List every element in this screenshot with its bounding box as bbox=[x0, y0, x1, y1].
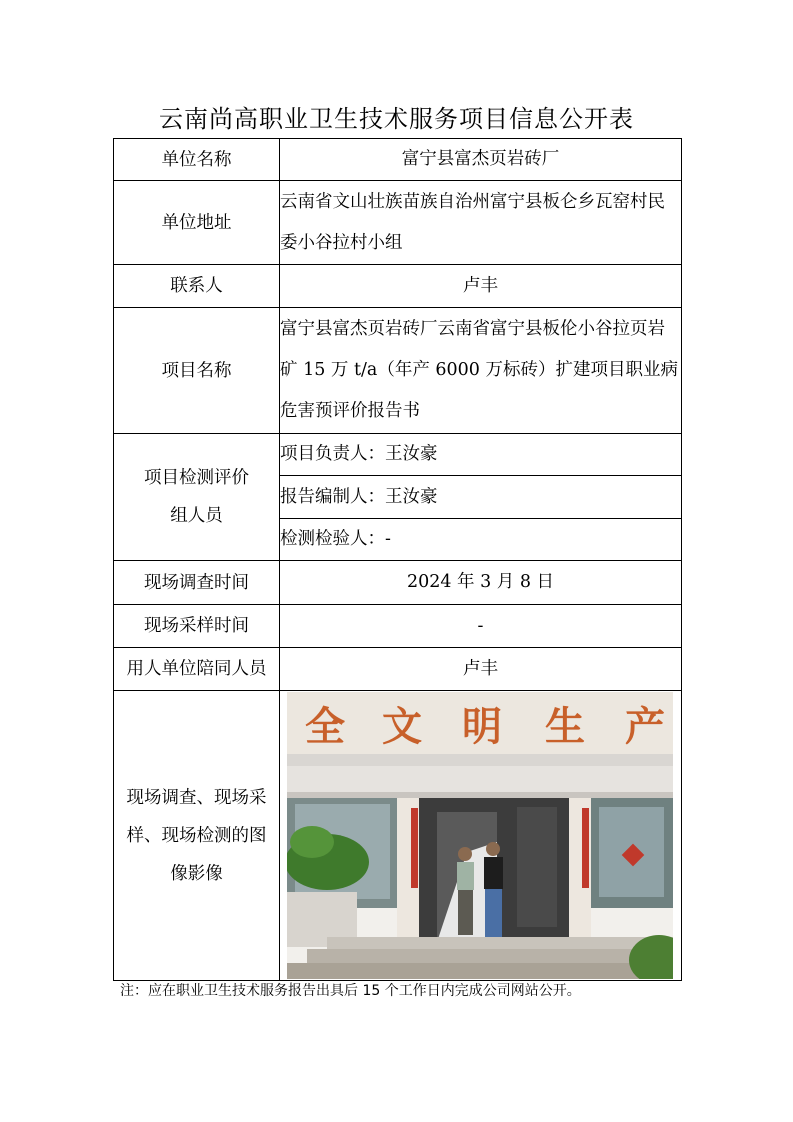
value-project-name bbox=[280, 308, 682, 434]
label-contact: 联系人 bbox=[114, 265, 280, 308]
label-survey-time: 现场调查时间 bbox=[114, 561, 280, 605]
value-team-writer: 报告编制人：王汝豪 bbox=[280, 476, 682, 519]
sign-char-4: 生 bbox=[545, 703, 585, 750]
step-3 bbox=[287, 963, 673, 979]
images-label-line-2: 样、现场检测的图 bbox=[126, 825, 267, 846]
project-line-3: 危害预评价报告书 bbox=[280, 401, 420, 421]
row-survey-time bbox=[114, 561, 682, 605]
project-line-1: 富宁县富杰页岩砖厂云南省富宁县板伦小谷拉页岩 bbox=[280, 319, 665, 339]
right-couplet bbox=[582, 808, 589, 888]
project-line-2: 矿 15 万 t/a（年产 6000 万标砖）扩建项目职业病 bbox=[280, 360, 678, 380]
images-label-line-3: 像影像 bbox=[170, 863, 223, 884]
info-table bbox=[113, 138, 682, 981]
canopy-edge bbox=[287, 792, 673, 798]
sign-char-3: 明 bbox=[462, 703, 502, 750]
label-team bbox=[114, 434, 280, 561]
row-unit-address bbox=[114, 181, 682, 265]
step-1 bbox=[327, 937, 673, 949]
value-escort: 卢丰 bbox=[280, 648, 682, 691]
address-line-2: 委小谷拉村小组 bbox=[280, 232, 403, 253]
row-sampling-time bbox=[114, 605, 682, 648]
value-images bbox=[280, 691, 682, 981]
sign-char-2: 文 bbox=[382, 703, 422, 750]
left-couplet bbox=[411, 808, 418, 888]
value-unit-name: 富宁县富杰页岩砖厂 bbox=[280, 139, 682, 181]
value-contact: 卢丰 bbox=[280, 265, 682, 308]
sign-char-5: 产 bbox=[625, 703, 665, 750]
value-team-leader: 项目负责人：王汝豪 bbox=[280, 434, 682, 476]
footnote: 注：应在职业卫生技术服务报告出具后 15 个工作日内完成公司网站公开。 bbox=[120, 983, 581, 999]
row-project-name bbox=[114, 308, 682, 434]
row-unit-name bbox=[114, 139, 682, 181]
value-survey-time: 2024 年 3 月 8 日 bbox=[280, 561, 682, 605]
address-line-1: 云南省文山壮族苗族自治州富宁县板仑乡瓦窑村民 bbox=[280, 191, 665, 212]
team-label-line-2: 组人员 bbox=[170, 506, 223, 526]
sign-ledge bbox=[287, 754, 673, 766]
label-images bbox=[114, 691, 280, 981]
sign-char-1: 全 bbox=[305, 703, 345, 750]
row-escort bbox=[114, 648, 682, 691]
images-label-line-1: 现场调查、现场采 bbox=[126, 787, 267, 808]
inner-door bbox=[517, 807, 557, 927]
plant-left-top bbox=[290, 826, 334, 858]
label-unit-name: 单位名称 bbox=[114, 139, 280, 181]
label-sampling-time: 现场采样时间 bbox=[114, 605, 280, 648]
row-team-leader bbox=[114, 434, 682, 476]
row-images bbox=[114, 691, 682, 981]
row-contact bbox=[114, 265, 682, 308]
page-title: 云南尚高职业卫生技术服务项目信息公开表 bbox=[159, 105, 634, 133]
label-unit-address: 单位地址 bbox=[114, 181, 280, 265]
value-team-inspector: 检测检验人：- bbox=[280, 519, 682, 561]
step-2 bbox=[307, 949, 673, 963]
team-label-line-1: 项目检测评价 bbox=[144, 468, 249, 488]
label-escort: 用人单位陪同人员 bbox=[114, 648, 280, 691]
canopy bbox=[287, 766, 673, 794]
value-unit-address bbox=[280, 181, 682, 265]
value-sampling-time: - bbox=[280, 605, 682, 648]
site-photo bbox=[287, 692, 673, 979]
label-project-name: 项目名称 bbox=[114, 308, 280, 434]
site-photo-drawing bbox=[287, 692, 673, 979]
